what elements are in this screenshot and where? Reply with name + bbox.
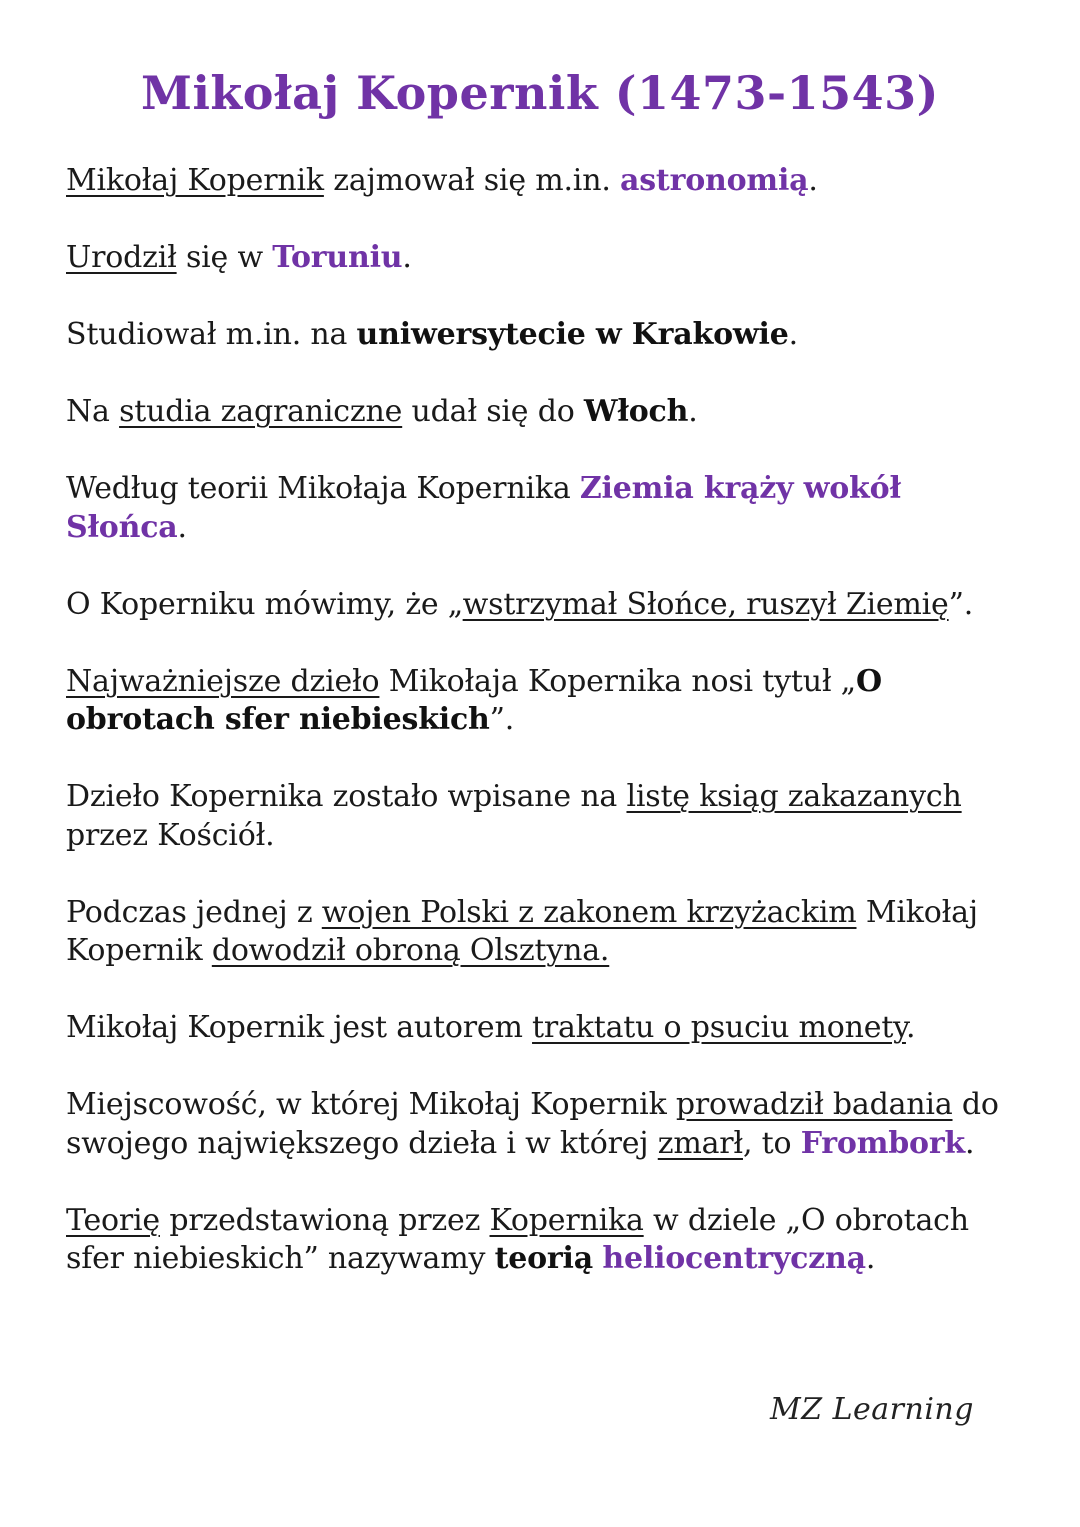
text: się w: [176, 240, 273, 275]
text: .: [905, 1010, 916, 1045]
text: przedstawioną przez: [160, 1202, 490, 1238]
fact-studies: [66, 316, 1016, 355]
text: .: [965, 1125, 975, 1161]
underlined-text: traktatu o psuciu monety: [532, 1010, 906, 1045]
text: Mikołaja Kopernika nosi tytuł „: [379, 663, 857, 699]
text: O Koperniku mówimy, że „: [66, 586, 463, 622]
fact-heliocentric: [66, 1202, 1016, 1279]
text: Studiował m.in. na: [66, 317, 357, 352]
text: udał się do: [402, 394, 584, 429]
fact-banned-books: [66, 778, 1016, 855]
text: Według teorii Mikołaja Kopernika: [66, 471, 580, 506]
fact-theory: [66, 470, 1016, 547]
underlined-text: prowadził badania: [675, 1087, 953, 1122]
underlined-text: wstrzymał Słońce, ruszył Ziemię: [462, 586, 949, 622]
text: w dziele „O obrotach sfer niebieskich” nazywamy: [66, 1202, 969, 1276]
text: .: [865, 1241, 876, 1276]
text: Mikołaj Kopernik jest autorem: [66, 1010, 533, 1045]
highlight-text: astronomią: [620, 163, 809, 198]
bold-text: Włoch: [583, 394, 689, 429]
text: Dzieło Kopernika zostało wpisane na: [66, 779, 627, 814]
signature: MZ Learning: [770, 1392, 974, 1427]
fact-foreign-studies: [66, 393, 1016, 432]
highlight-text: heliocentryczną: [602, 1241, 866, 1276]
highlight-text: Frombork: [800, 1125, 966, 1161]
text: do swojego największego dzieła i w której: [66, 1087, 999, 1161]
underlined-text: Mikołaj Kopernik: [66, 163, 324, 198]
fact-birthplace: [66, 239, 1016, 278]
text: Mikołaj Kopernik: [66, 894, 978, 968]
fact-main-work: [66, 663, 1016, 740]
highlight-text: Ziemia krąży wokół Słońca: [66, 471, 901, 545]
underlined-text: Kopernika: [489, 1202, 644, 1238]
fact-treatise: [66, 1009, 1016, 1048]
underlined-text: zmarł: [657, 1125, 743, 1161]
text: Podczas jednej z: [66, 894, 322, 930]
fact-astronomy: [66, 162, 1016, 201]
underlined-text: wojen Polski z zakonem krzyżackim: [321, 894, 857, 930]
underlined-text: listę ksiąg zakazanych: [626, 779, 962, 814]
page-title: Mikołaj Kopernik (1473-1543): [141, 66, 939, 120]
text: Na: [66, 394, 120, 429]
text: [593, 1241, 602, 1276]
underlined-text: Najważniejsze dzieło: [66, 663, 380, 699]
underlined-text: studia zagraniczne: [119, 394, 403, 429]
highlight-text: Toruniu: [272, 240, 403, 275]
text: .: [788, 317, 798, 352]
underlined-text: dowodził obroną Olsztyna.: [211, 933, 610, 968]
bold-text: uniwersytecie w Krakowie: [356, 317, 789, 352]
text: , to: [742, 1125, 801, 1161]
text: .: [402, 240, 412, 275]
facts-list: [66, 162, 1016, 1317]
fact-frombork: [66, 1086, 1016, 1163]
bold-text: O obrotach sfer niebieskich: [66, 663, 882, 737]
underlined-text: Teorię: [66, 1202, 160, 1238]
text: ”.: [489, 702, 515, 737]
text: Miejscowość, w której Mikołaj Kopernik: [66, 1087, 676, 1122]
text: przez Kościół.: [66, 817, 275, 853]
text: .: [688, 394, 698, 429]
text: .: [808, 163, 818, 198]
fact-olsztyn: [66, 894, 1016, 971]
fact-saying: [66, 586, 1016, 625]
text: ”.: [948, 586, 974, 622]
text: .: [177, 509, 187, 545]
text: zajmował się m.in.: [323, 163, 620, 198]
bold-text: teorią: [494, 1241, 593, 1276]
underlined-text: Urodził: [66, 240, 177, 275]
